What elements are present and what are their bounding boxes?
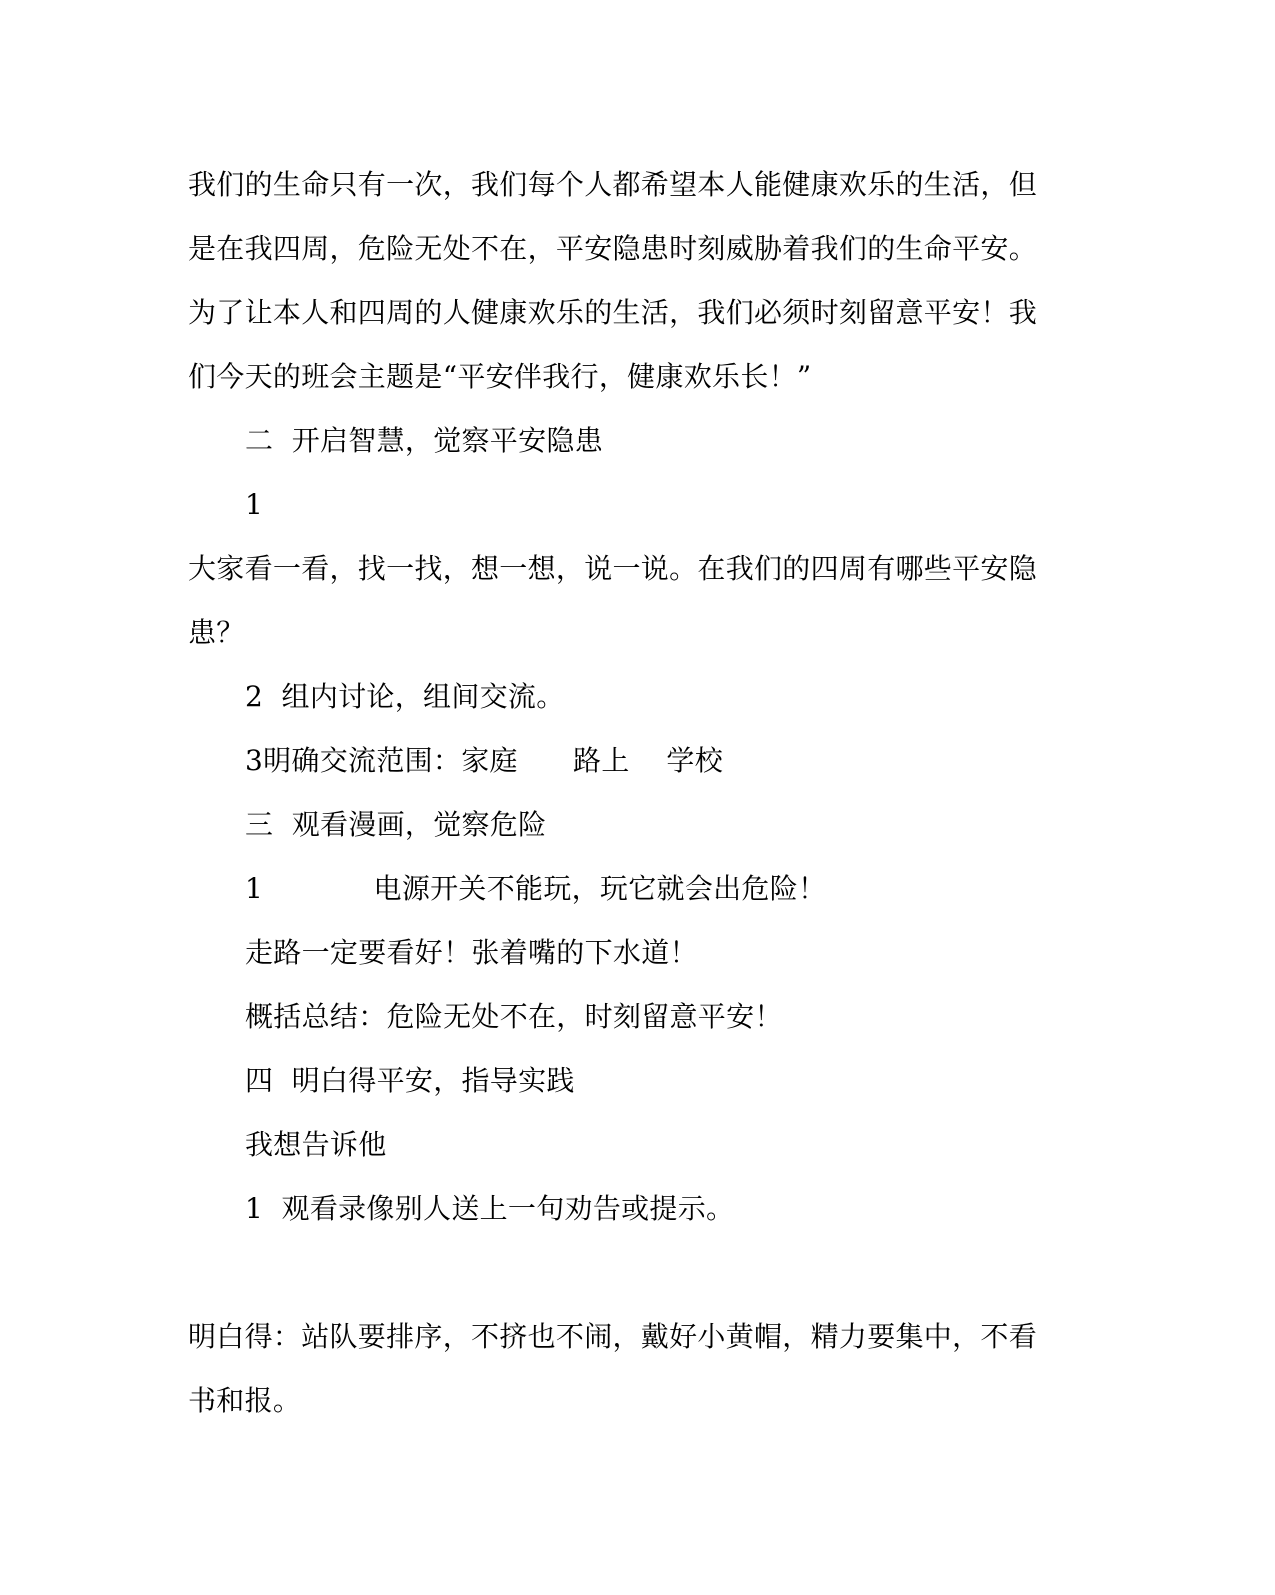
section-heading-three: 三 观看漫画，觉察危险 (245, 808, 547, 841)
section-heading-four: 四 明白得平安，指导实践 (245, 1064, 575, 1097)
item-comic-2: 走路一定要看好！张着嘴的下水道！ (245, 936, 698, 969)
paragraph-line-5: 大家看一看，找一找，想一想，说一说。在我们的四周有哪些平安隐 (188, 552, 1038, 585)
item-comic-1: 1 电源开关不能玩，玩它就会出危险！ (245, 872, 827, 905)
paragraph-line-3: 为了让本人和四周的人健康欢乐的生活，我们必须时刻留意平安！我 (188, 296, 1038, 329)
paragraph-line-2: 是在我四周，危险无处不在，平安隐患时刻威胁着我们的生命平安。 (188, 232, 1038, 265)
paragraph-line-8: 书和报。 (188, 1384, 302, 1417)
section-heading-two: 二 开启智慧，觉察平安隐患 (245, 424, 604, 457)
paragraph-line-4: 们今天的班会主题是“平安伴我行，健康欢乐长！” (188, 360, 812, 393)
item-video-1: 1 观看录像别人送上一句劝告或提示。 (245, 1192, 735, 1225)
item-3: 3明确交流范围：家庭 路上 学校 (245, 744, 724, 777)
item-number-1: 1 (245, 488, 264, 521)
paragraph-line-6: 患？ (188, 616, 245, 649)
item-2: 2 组内讨论，组间交流。 (245, 680, 565, 713)
subheading-tell-him: 我想告诉他 (245, 1128, 387, 1161)
summary-line: 概括总结：危险无处不在，时刻留意平安！ (245, 1000, 783, 1033)
paragraph-line-1: 我们的生命只有一次，我们每个人都希望本人能健康欢乐的生活，但 (188, 168, 1038, 201)
paragraph-line-7: 明白得：站队要排序，不挤也不闹，戴好小黄帽，精力要集中，不看 (188, 1320, 1038, 1353)
